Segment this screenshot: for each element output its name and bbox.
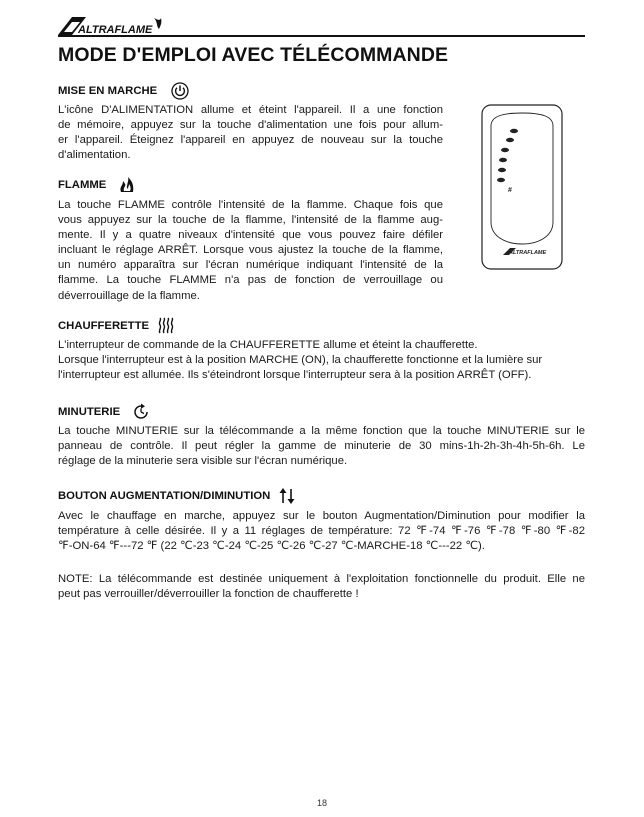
text-line: ℉-ON-64 ℉---72 ℉ (22 ℃-23 ℃-24 ℃-25 ℃-26 ℃-27 ℃-MARCHE-18 ℃---22 ℃). <box>58 540 485 553</box>
page-title: MODE D'EMPLOI AVEC TÉLÉCOMMANDE <box>58 44 449 66</box>
text-line: un numéro apparaîtra sur l'écran numérique indiquant l'intensité de la <box>58 259 443 272</box>
text-line: panneau de contrôle. Il peut régler la gamme de minuterie de 30 mins-1h-2h-3h-4h-5h-6h. Le <box>58 440 585 453</box>
text-line: flamme. La touche FLAMME n'a pas de fonction de verrouillage ou <box>58 274 443 287</box>
remote-control-graphic <box>481 104 563 270</box>
timer-paragraph <box>58 424 585 469</box>
timer-heading-label: MINUTERIE <box>58 406 121 418</box>
flame-paragraph <box>58 198 443 304</box>
page-number: 18 <box>316 798 327 808</box>
text-line: d'alimentation. <box>58 149 131 162</box>
power-heading <box>58 82 189 100</box>
text-line: mente. Il y a quatre niveaux d'intensité que vous pouvez faire défiler <box>58 229 443 242</box>
text-line: L'icône D'ALIMENTATION allume et éteint l'appareil. Il a une fonction <box>58 104 443 116</box>
heater-heading <box>58 317 175 335</box>
flame-icon <box>118 176 136 194</box>
text-line: l'interrupteur est allumée. Ils s'éteindront lorsque l'interrupteur sera à la position ARRÊT (OFF). <box>58 369 532 382</box>
timer-icon <box>132 403 150 421</box>
text-line: er l'appareil. Éteignez l'appareil en appuyez de nouveau sur la touche <box>58 134 443 147</box>
text-line: Lorsque l'interrupteur est à la position MARCHE (ON), la chaufferette fonctionne et la lumière sur <box>58 354 543 367</box>
text-line: La touche FLAMME contrôle l'intensité de la flamme. Chaque fois que <box>58 199 443 211</box>
flame-heading-label: FLAMME <box>58 179 107 191</box>
header-divider <box>58 35 585 37</box>
updown-paragraph <box>58 509 585 554</box>
text-line: La touche MINUTERIE sur la télécommande a la même fonction que la touche MINUTERIE sur le <box>58 425 585 437</box>
text-line: incluant le réglage ARRÊT. Lorsque vous ajustez la touche de la flamme, <box>58 244 443 257</box>
up-down-arrows-icon <box>278 487 296 505</box>
timer-heading <box>58 403 150 421</box>
updown-heading-label: BOUTON AUGMENTATION/DIMINUTION <box>58 490 271 502</box>
heater-paragraph <box>58 338 585 383</box>
svg-text:#: # <box>508 187 512 194</box>
power-heading-label: MISE EN MARCHE <box>58 85 158 97</box>
text-line: réglage de la minuterie sera visible sur l'écran numérique. <box>58 455 348 468</box>
updown-heading <box>58 487 296 505</box>
remote-logo-text: ALTRAFLAME <box>509 250 547 256</box>
text-line: peut pas verrouiller/déverrouiller la fonction de chaufferette ! <box>58 588 359 601</box>
text-line: déverrouillage de la flamme. <box>58 289 200 302</box>
brand-logo <box>58 14 168 36</box>
text-line: température à celle désirée. Il y a 11 réglages de température: 72 ℉-74 ℉-76 ℉-78 ℉-80 ℉-82 <box>58 525 585 538</box>
brand-logo-text: ALTRAFLAME <box>78 24 153 36</box>
heater-icon <box>157 317 175 335</box>
text-line: vous appuyez sur la touche de la flamme, l'intensité de la flamme aug- <box>58 214 443 227</box>
text-line: NOTE: La télécommande est destinée uniquement à l'exploitation fonctionnelle du produit. Elle ne <box>58 573 585 585</box>
heater-heading-label: CHAUFFERETTE <box>58 320 149 332</box>
text-line: L'interrupteur de commande de la CHAUFFERETTE allume et éteint la chaufferette. <box>58 339 478 351</box>
power-paragraph <box>58 103 443 163</box>
brand-logo-mark <box>58 14 168 36</box>
power-icon <box>171 82 189 100</box>
text-line: Avec le chauffage en marche, appuyez sur le bouton Augmentation/Diminution pour modifier la <box>58 510 585 522</box>
note-paragraph <box>58 572 585 602</box>
remote-control-illustration <box>481 104 563 270</box>
text-line: de mémoire, appuyez sur la touche d'alimentation une fois pour allum- <box>58 119 443 132</box>
flame-heading <box>58 176 136 194</box>
